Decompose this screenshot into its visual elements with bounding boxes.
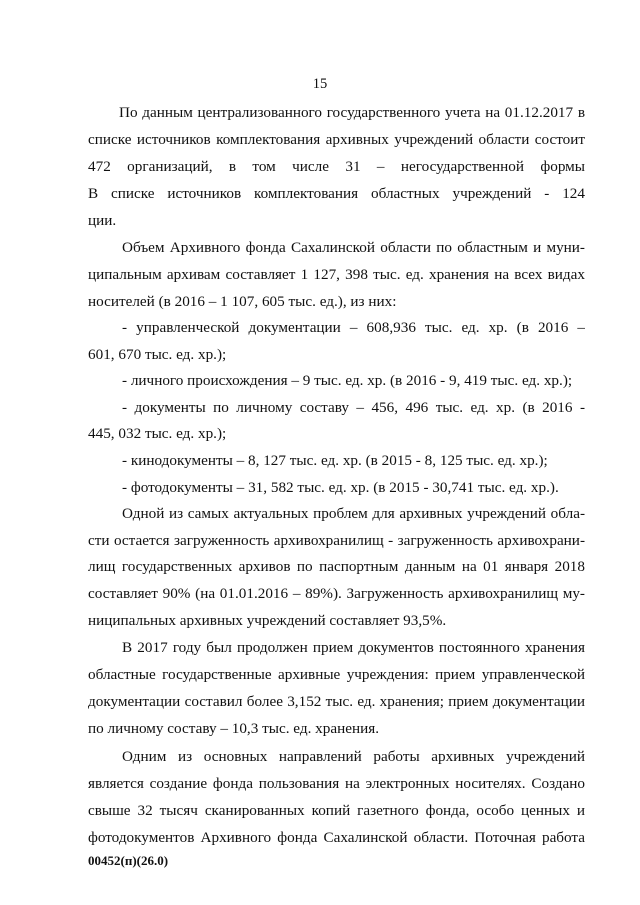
text-line: фотодокументов Архивного фонда Сахалинской области. Поточная работа (88, 829, 585, 846)
text-line: списке источников комплектования архивных учреждений области состоит (88, 131, 585, 148)
list-item: - документы по личному составу – 456, 496 тыс. ед. хр. (в 2016 - (122, 399, 585, 416)
text-line: В 2017 году был продолжен прием документов постоянного хранения (122, 639, 585, 656)
text-line: В списке источников комплектования областных учреждений - 124 (88, 185, 585, 202)
text-line: Объем Архивного фонда Сахалинской области по областным и муни- (122, 239, 585, 256)
text-line: ципальным архивам составляет 1 127, 398 тыс. ед. хранения на всех видах (88, 266, 585, 283)
list-item: - кинодокументы – 8, 127 тыс. ед. хр. (в 2015 - 8, 125 тыс. ед. хр.); (122, 452, 548, 469)
text-line: По данным централизованного государственного учета на 01.12.2017 в (119, 104, 585, 121)
text-line: областные государственные архивные учреждения: прием управленческой (88, 666, 585, 683)
text-line: 472 организаций, в том числе 31 – негосударственной формы (88, 158, 585, 175)
text-line: носителей (в 2016 – 1 107, 605 тыс. ед.), из них: (88, 293, 397, 310)
text-line: сти остается загруженность архивохранилищ - загруженность архивохрани- (88, 532, 585, 549)
list-item-continuation: 445, 032 тыс. ед. хр.); (88, 425, 227, 442)
list-item: - фотодокументы – 31, 582 тыс. ед. хр. (в 2015 - 30,741 тыс. ед. хр.). (122, 479, 559, 496)
text-line: ции. (88, 212, 117, 229)
list-item-continuation: 601, 670 тыс. ед. хр.); (88, 346, 227, 363)
text-line: документации составил более 3,152 тыс. ед. хранения; прием документации (88, 693, 585, 710)
text-line: составляет 90% (на 01.01.2016 – 89%). Загруженность архивохранилищ му- (88, 585, 585, 602)
text-line: Одной из самых актуальных проблем для архивных учреждений обла- (122, 505, 585, 522)
text-line: Одним из основных направлений работы архивных учреждений (122, 748, 585, 765)
text-line: свыше 32 тысяч сканированных копий газетного фонда, особо ценных и (88, 802, 585, 819)
text-line: по личному составу – 10,3 тыс. ед. хранения. (88, 720, 379, 737)
page-number: 15 (312, 76, 328, 92)
list-item: - личного происхождения – 9 тыс. ед. хр. (в 2016 - 9, 419 тыс. ед. хр.); (122, 372, 573, 389)
text-line: лищ государственных архивов по паспортным данным на 01 января 2018 (88, 558, 585, 575)
text-line: является создание фонда пользования на электронных носителях. Создано (88, 775, 585, 792)
document-code: 00452(п)(26.0) (88, 853, 169, 868)
list-item: - управленческой документации – 608,936 тыс. ед. хр. (в 2016 – (122, 319, 585, 336)
text-line: ниципальных архивных учреждений составляет 93,5%. (88, 612, 447, 629)
